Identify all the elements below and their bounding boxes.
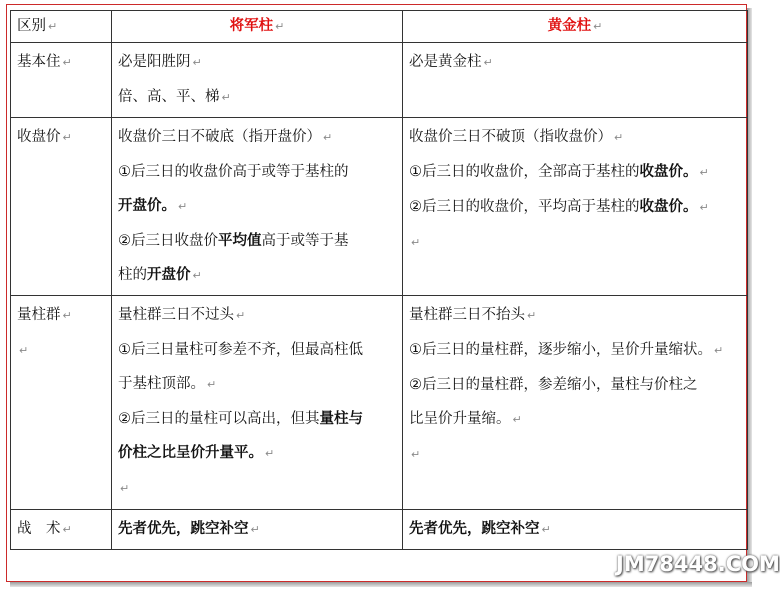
cell-golden-close-price (403, 118, 748, 296)
header-cell-category: 区别 ↵ (11, 11, 112, 43)
text-line: 量柱群三日不抬头 ↵ (409, 307, 537, 323)
text-line: ②后三日的收盘价，平均高于基柱的收盘价。 ↵ (409, 199, 709, 215)
text-line: 开盘价。 ↵ (118, 198, 188, 214)
table-row-tactics (11, 510, 748, 550)
text-line: ①后三日的收盘价高于或等于基柱的 (118, 164, 349, 180)
text-line: 柱的开盘价 ↵ (118, 267, 202, 283)
text-line: 比呈价升量缩。 ↵ (409, 411, 522, 427)
text-line: 于基柱顶部。 ↵ (118, 376, 217, 392)
table-header-row (11, 11, 748, 43)
text-line: 量柱群 ↵ (17, 307, 72, 323)
cell-golden-tactics: 先者优先，跳空补空 ↵ (403, 510, 748, 550)
header-cell-general-pillar: 将军柱 ↵ (112, 11, 403, 43)
frame-shadow-bottom (10, 582, 752, 587)
row-label-volume (11, 296, 112, 510)
text-line: ②后三日的量柱可以高出，但其量柱与 (118, 411, 363, 427)
site-watermark: JM78448.COM (616, 552, 780, 576)
cell-general-basic (112, 43, 403, 118)
text-line: 倍、高、平、梯 ↵ (118, 89, 231, 105)
text-line: ②后三日收盘价平均值高于或等于基 (118, 233, 349, 249)
cell-golden-volume (403, 296, 748, 510)
text-line: 价柱之比呈价升量平。 ↵ (118, 445, 275, 461)
text-line: ①后三日量柱可参差不齐，但最高柱低 (118, 342, 363, 358)
table-row-basic (11, 43, 748, 118)
table-row-volume (11, 296, 748, 510)
text-line: 量柱群三日不过头 ↵ (118, 307, 246, 323)
text-line: ↵ (411, 448, 421, 461)
cell-general-volume (112, 296, 403, 510)
cell-general-tactics: 先者优先，跳空补空 ↵ (112, 510, 403, 550)
table-row-close-price (11, 118, 748, 296)
text-line: 收盘价三日不破顶（指收盘价） ↵ (409, 129, 624, 145)
text-line: ①后三日的收盘价，全部高于基柱的收盘价。 ↵ (409, 164, 709, 180)
row-label-tactics: 战 术 ↵ (11, 510, 112, 550)
cell-golden-basic (403, 43, 748, 118)
comparison-table (10, 10, 748, 550)
row-label-basic: 基本住 ↵ (11, 43, 112, 118)
text-line: 收盘价三日不破底（指开盘价） ↵ (118, 129, 333, 145)
header-cell-golden-pillar: 黄金柱 ↵ (403, 11, 748, 43)
text-line: ↵ (19, 344, 29, 357)
text-line: 必是黄金柱 ↵ (409, 54, 493, 70)
row-label-close-price: 收盘价 ↵ (11, 118, 112, 296)
text-line: 必是阳胜阴 ↵ (118, 54, 202, 70)
text-line: ①后三日的量柱群，逐步缩小，呈价升量缩状。 ↵ (409, 342, 724, 358)
cell-general-close-price (112, 118, 403, 296)
text-line: ↵ (120, 482, 130, 495)
text-line: ↵ (411, 236, 421, 249)
text-line: ②后三日的量柱群，参差缩小，量柱与价柱之 (409, 377, 698, 393)
